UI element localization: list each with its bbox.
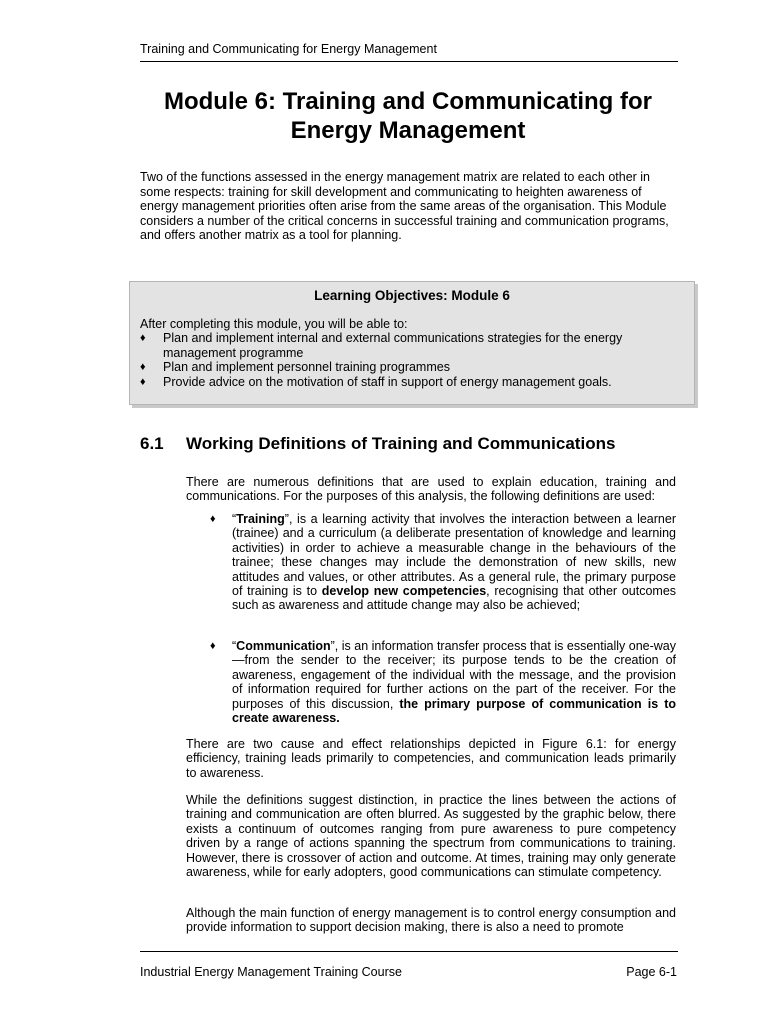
intro-paragraph: Two of the functions assessed in the energy management matrix are related to each other in some respects: training for skill development and communicating to heighten awareness of energy management priorities often arise from the same areas of the organisation. This Module considers a number of the critical concerns in successful training and communication programs, and offers another matrix as a tool for planning. <box>140 170 669 242</box>
objective-text: Provide advice on the motivation of staff in support of energy management goals. <box>163 374 612 389</box>
section-number: 6.1 <box>140 434 164 453</box>
footer-course-title: Industrial Energy Management Training Course <box>140 965 402 979</box>
list-item <box>140 331 680 360</box>
definitions-intro-paragraph: There are numerous definitions that are used to explain education, training and communications. For the purposes of this analysis, the following definitions are used: <box>186 475 676 504</box>
learning-objectives-box <box>129 281 695 405</box>
learning-objectives-list <box>140 331 680 389</box>
definition-body: ”, is an information transfer process that is essentially one-way—from the sender to the receiver; its purpose tends to be the creation of awareness, engagement of the individual with the message, and the provision of information required for further actions on the part of the receiver. For the purposes of this discussion, <box>232 639 676 711</box>
definition-training <box>186 512 676 613</box>
diamond-bullet-icon: ♦ <box>210 513 216 525</box>
quote-mark: “ <box>232 512 237 526</box>
definition-emphasis: develop new competencies <box>321 584 487 599</box>
footer-divider <box>140 951 678 952</box>
objective-text: Plan and implement personnel training programmes <box>163 360 450 374</box>
footer-page-number: Page 6-1 <box>626 965 677 979</box>
quote-mark: “ <box>232 639 237 653</box>
diamond-bullet-icon: ♦ <box>140 332 146 344</box>
definition-communication <box>186 639 676 725</box>
definition-term: Training <box>236 512 285 526</box>
section-heading <box>140 434 700 454</box>
definition-text <box>232 512 676 613</box>
list-item <box>140 360 680 375</box>
running-header: Training and Communicating for Energy Management <box>140 42 678 62</box>
diamond-bullet-icon: ♦ <box>210 640 216 652</box>
definition-body: ”, is a learning activity that involves the interaction between a learner (trainee) and a curriculum (a deliberate presentation of knowledge and learning activities) in order to achieve a measurable change in the behaviours of the trainee; these changes may include the demonstration of new skills, new attitudes and values, or other attributes. As a general rule, the primary purpose of training is to <box>232 512 676 599</box>
definition-body-end: , recognising that other outcomes such as awareness and attitude change may also be achieved; <box>232 584 677 613</box>
definition-text <box>232 639 676 725</box>
section-title: Working Definitions of Training and Communications <box>186 434 616 453</box>
definition-emphasis: the primary purpose of communication is to create awareness. <box>232 696 676 726</box>
energy-management-paragraph: Although the main function of energy management is to control energy consumption and provide information to support decision making, there is also a need to promote <box>186 906 676 935</box>
learning-objectives-intro: After completing this module, you will be able to: <box>140 317 408 331</box>
objective-text: Plan and implement internal and external communications strategies for the energy management programme <box>163 331 623 360</box>
cause-effect-paragraph: There are two cause and effect relationships depicted in Figure 6.1: for energy efficiency, training leads primarily to competencies, and communication leads primarily to awareness. <box>186 737 676 780</box>
continuum-paragraph: While the definitions suggest distinction, in practice the lines between the actions of training and communication are often blurred. As suggested by the graphic below, there exists a continuum of outcomes ranging from pure awareness to pure competency driven by a range of actions spanning the spectrum from communications to training. However, there is crossover of action and outcome. At times, training may only generate awareness, while for early adopters, good communications can stimulate competency. <box>186 793 676 880</box>
definition-term: Communication <box>236 639 331 653</box>
learning-objectives-heading: Learning Objectives: Module 6 <box>314 288 510 303</box>
diamond-bullet-icon: ♦ <box>140 361 146 373</box>
module-title: Module 6: Training and Communicating for Energy Management <box>163 88 652 144</box>
diamond-bullet-icon: ♦ <box>140 375 146 388</box>
list-item <box>140 375 680 390</box>
